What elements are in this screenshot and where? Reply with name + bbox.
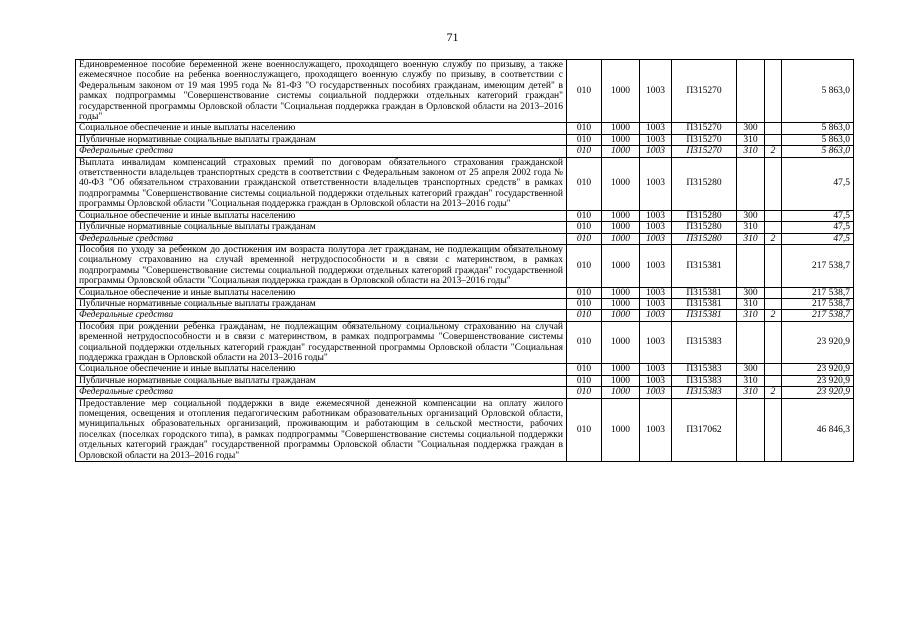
source-code-cell: 2 xyxy=(765,233,782,244)
row-name-cell: Социальное обеспечение и иные выплаты населению xyxy=(76,364,567,375)
section-code-cell: 1000 xyxy=(602,398,640,461)
source-code-cell xyxy=(765,321,782,364)
table-row-program xyxy=(76,398,854,461)
row-name-cell: Выплата инвалидам компенсаций страховых премий по договорам обязательного страхования гражданской ответственности владельцев транспортных средств в соответствии с Федеральным законом от 25 апреля 2002 года № 40-ФЗ "Об обязательном страховании гражданской ответственности владельцев транспортных средств" в рамках подпрограммы "Совершенствование системы социальной поддержки отдельных категорий граждан" государственной программы Орловской области "Социальная поддержка граждан в Орловской области на 2013–2016 годы" xyxy=(76,157,567,210)
expense-type-code-cell: 310 xyxy=(737,310,765,321)
row-name-cell: Социальное обеспечение и иные выплаты населению xyxy=(76,210,567,221)
source-code-cell xyxy=(765,364,782,375)
row-name-cell: Социальное обеспечение и иные выплаты населению xyxy=(76,287,567,298)
admin-code-cell: 010 xyxy=(567,157,602,210)
table-row-federal-funds xyxy=(76,387,854,398)
subsection-code-cell: 1003 xyxy=(640,60,672,123)
admin-code-cell: 010 xyxy=(567,244,602,287)
target-article-code-cell: П315381 xyxy=(672,298,737,309)
expense-type-code-cell: 300 xyxy=(737,123,765,134)
admin-code-cell: 010 xyxy=(567,146,602,157)
subsection-code-cell: 1003 xyxy=(640,134,672,145)
table-row-expense xyxy=(76,287,854,298)
source-code-cell: 2 xyxy=(765,146,782,157)
amount-cell: 47,5 xyxy=(782,233,854,244)
target-article-code-cell: П315270 xyxy=(672,134,737,145)
amount-cell: 5 863,0 xyxy=(782,60,854,123)
expense-type-code-cell xyxy=(737,244,765,287)
row-name-cell: Социальное обеспечение и иные выплаты населению xyxy=(76,123,567,134)
admin-code-cell: 010 xyxy=(567,298,602,309)
amount-cell: 217 538,7 xyxy=(782,244,854,287)
admin-code-cell: 010 xyxy=(567,398,602,461)
subsection-code-cell: 1003 xyxy=(640,375,672,386)
expense-type-code-cell xyxy=(737,60,765,123)
row-name-cell: Публичные нормативные социальные выплаты гражданам xyxy=(76,375,567,386)
admin-code-cell: 010 xyxy=(567,387,602,398)
admin-code-cell: 010 xyxy=(567,134,602,145)
expense-type-code-cell xyxy=(737,157,765,210)
target-article-code-cell: П315383 xyxy=(672,387,737,398)
expense-type-code-cell: 310 xyxy=(737,298,765,309)
admin-code-cell: 010 xyxy=(567,321,602,364)
admin-code-cell: 010 xyxy=(567,233,602,244)
target-article-code-cell: П315270 xyxy=(672,146,737,157)
section-code-cell: 1000 xyxy=(602,134,640,145)
target-article-code-cell: П315280 xyxy=(672,233,737,244)
table-row-expense xyxy=(76,134,854,145)
subsection-code-cell: 1003 xyxy=(640,146,672,157)
admin-code-cell: 010 xyxy=(567,210,602,221)
table-row-program xyxy=(76,157,854,210)
subsection-code-cell: 1003 xyxy=(640,298,672,309)
table-row-expense xyxy=(76,364,854,375)
subsection-code-cell: 1003 xyxy=(640,310,672,321)
target-article-code-cell: П315381 xyxy=(672,310,737,321)
target-article-code-cell: П315381 xyxy=(672,287,737,298)
amount-cell: 23 920,9 xyxy=(782,375,854,386)
target-article-code-cell: П315383 xyxy=(672,375,737,386)
source-code-cell xyxy=(765,375,782,386)
table-row-expense xyxy=(76,123,854,134)
table-row-expense xyxy=(76,222,854,233)
row-name-cell: Федеральные средства xyxy=(76,310,567,321)
amount-cell: 23 920,9 xyxy=(782,364,854,375)
section-code-cell: 1000 xyxy=(602,298,640,309)
section-code-cell: 1000 xyxy=(602,364,640,375)
source-code-cell xyxy=(765,298,782,309)
row-name-cell: Публичные нормативные социальные выплаты гражданам xyxy=(76,134,567,145)
source-code-cell xyxy=(765,287,782,298)
row-name-cell: Федеральные средства xyxy=(76,387,567,398)
target-article-code-cell: П317062 xyxy=(672,398,737,461)
subsection-code-cell: 1003 xyxy=(640,210,672,221)
subsection-code-cell: 1003 xyxy=(640,387,672,398)
table-row-expense xyxy=(76,210,854,221)
table-row-program xyxy=(76,321,854,364)
subsection-code-cell: 1003 xyxy=(640,233,672,244)
expense-type-code-cell: 310 xyxy=(737,387,765,398)
source-code-cell: 2 xyxy=(765,387,782,398)
table-row-program xyxy=(76,60,854,123)
source-code-cell: 2 xyxy=(765,310,782,321)
expense-type-code-cell: 300 xyxy=(737,364,765,375)
budget-table-body xyxy=(76,60,854,462)
source-code-cell xyxy=(765,123,782,134)
section-code-cell: 1000 xyxy=(602,321,640,364)
expense-type-code-cell: 300 xyxy=(737,210,765,221)
row-name-cell: Федеральные средства xyxy=(76,146,567,157)
subsection-code-cell: 1003 xyxy=(640,364,672,375)
target-article-code-cell: П315270 xyxy=(672,123,737,134)
target-article-code-cell: П315381 xyxy=(672,244,737,287)
amount-cell: 217 538,7 xyxy=(782,310,854,321)
source-code-cell xyxy=(765,157,782,210)
amount-cell: 217 538,7 xyxy=(782,287,854,298)
admin-code-cell: 010 xyxy=(567,364,602,375)
subsection-code-cell: 1003 xyxy=(640,157,672,210)
section-code-cell: 1000 xyxy=(602,375,640,386)
source-code-cell xyxy=(765,398,782,461)
amount-cell: 23 920,9 xyxy=(782,321,854,364)
subsection-code-cell: 1003 xyxy=(640,398,672,461)
section-code-cell: 1000 xyxy=(602,287,640,298)
expense-type-code-cell xyxy=(737,321,765,364)
amount-cell: 47,5 xyxy=(782,222,854,233)
expense-type-code-cell: 310 xyxy=(737,134,765,145)
target-article-code-cell: П315270 xyxy=(672,60,737,123)
table-row-program xyxy=(76,244,854,287)
target-article-code-cell: П315383 xyxy=(672,321,737,364)
table-row-federal-funds xyxy=(76,233,854,244)
expense-type-code-cell: 310 xyxy=(737,233,765,244)
amount-cell: 47,5 xyxy=(782,210,854,221)
budget-table xyxy=(75,59,854,462)
source-code-cell xyxy=(765,210,782,221)
source-code-cell xyxy=(765,222,782,233)
source-code-cell xyxy=(765,134,782,145)
section-code-cell: 1000 xyxy=(602,123,640,134)
subsection-code-cell: 1003 xyxy=(640,287,672,298)
section-code-cell: 1000 xyxy=(602,210,640,221)
target-article-code-cell: П315383 xyxy=(672,364,737,375)
target-article-code-cell: П315280 xyxy=(672,157,737,210)
admin-code-cell: 010 xyxy=(567,375,602,386)
target-article-code-cell: П315280 xyxy=(672,222,737,233)
expense-type-code-cell: 310 xyxy=(737,146,765,157)
expense-type-code-cell: 310 xyxy=(737,375,765,386)
page-number: 71 xyxy=(446,30,459,44)
amount-cell: 47,5 xyxy=(782,157,854,210)
section-code-cell: 1000 xyxy=(602,244,640,287)
section-code-cell: 1000 xyxy=(602,233,640,244)
table-row-federal-funds xyxy=(76,310,854,321)
row-name-cell: Единовременное пособие беременной жене военнослужащего, проходящего военную службу по призыву, а также ежемесячное пособие на ребенка военнослужащего, проходящего военную службу по призыву, в соответствии с Федеральным законом от 19 мая 1995 года № 81-ФЗ "О государственных пособиях гражданам, имеющим детей" в рамках подпрограммы "Совершенствование системы социальной поддержки отдельных категорий граждан" государственной программы Орловской области "Социальная поддержка граждан в Орловской области на 2013–2016 годы" xyxy=(76,60,567,123)
row-name-cell: Публичные нормативные социальные выплаты гражданам xyxy=(76,222,567,233)
expense-type-code-cell: 310 xyxy=(737,222,765,233)
table-row-federal-funds xyxy=(76,146,854,157)
subsection-code-cell: 1003 xyxy=(640,321,672,364)
subsection-code-cell: 1003 xyxy=(640,222,672,233)
section-code-cell: 1000 xyxy=(602,310,640,321)
source-code-cell xyxy=(765,244,782,287)
row-name-cell: Пособия по уходу за ребенком до достижения им возраста полутора лет гражданам, не подлежащим обязательному социальному страхованию на случай временной нетрудоспособности и в связи с материнством, в рамках подпрограммы "Совершенствование системы социальной поддержки отдельных категорий граждан" государственной программы Орловской области "Социальная поддержка граждан в Орловской области на 2013–2016 годы" xyxy=(76,244,567,287)
amount-cell: 23 920,9 xyxy=(782,387,854,398)
subsection-code-cell: 1003 xyxy=(640,244,672,287)
row-name-cell: Федеральные средства xyxy=(76,233,567,244)
row-name-cell: Пособия при рождении ребенка гражданам, не подлежащим обязательному социальному страхованию на случай временной нетрудоспособности и в связи с материнством, в рамках подпрограммы "Совершенствование системы социальной поддержки отдельных категорий граждан" государственной программы Орловской области "Социальная поддержка граждан в Орловской области на 2013–2016 годы" xyxy=(76,321,567,364)
amount-cell: 5 863,0 xyxy=(782,146,854,157)
admin-code-cell: 010 xyxy=(567,287,602,298)
section-code-cell: 1000 xyxy=(602,222,640,233)
expense-type-code-cell xyxy=(737,398,765,461)
row-name-cell: Публичные нормативные социальные выплаты гражданам xyxy=(76,298,567,309)
admin-code-cell: 010 xyxy=(567,60,602,123)
section-code-cell: 1000 xyxy=(602,157,640,210)
section-code-cell: 1000 xyxy=(602,146,640,157)
amount-cell: 5 863,0 xyxy=(782,134,854,145)
admin-code-cell: 010 xyxy=(567,123,602,134)
admin-code-cell: 010 xyxy=(567,222,602,233)
section-code-cell: 1000 xyxy=(602,60,640,123)
amount-cell: 217 538,7 xyxy=(782,298,854,309)
section-code-cell: 1000 xyxy=(602,387,640,398)
expense-type-code-cell: 300 xyxy=(737,287,765,298)
table-row-expense xyxy=(76,375,854,386)
admin-code-cell: 010 xyxy=(567,310,602,321)
subsection-code-cell: 1003 xyxy=(640,123,672,134)
amount-cell: 46 846,3 xyxy=(782,398,854,461)
target-article-code-cell: П315280 xyxy=(672,210,737,221)
amount-cell: 5 863,0 xyxy=(782,123,854,134)
table-row-expense xyxy=(76,298,854,309)
source-code-cell xyxy=(765,60,782,123)
row-name-cell: Предоставление мер социальной поддержки в виде ежемесячной денежной компенсации на оплату жилого помещения, освещения и отопления педагогическим работникам образовательных организаций Орловской области, муниципальных образовательных организаций, проживающим и работающим в сельской местности, рабочих поселках (поселках городского типа), в рамках подпрограммы "Совершенствование системы социальной поддержки отдельных категорий граждан" государственной программы Орловской области "Социальная поддержка граждан в Орловской области на 2013–2016 годы" xyxy=(76,398,567,461)
